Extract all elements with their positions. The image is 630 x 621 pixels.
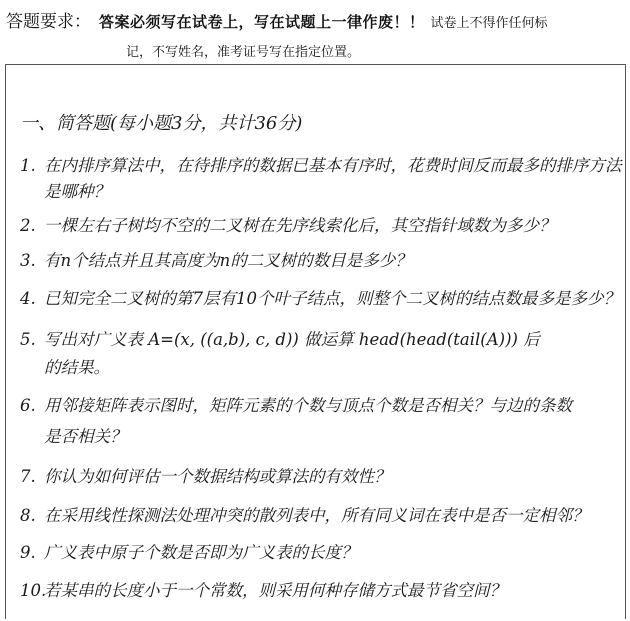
question-item	[20, 580, 506, 602]
question-continuation: 的结果。	[44, 358, 110, 377]
question-number: 3.	[20, 251, 36, 270]
instructions-label: 答题要求：	[6, 12, 91, 32]
question-number: 6.	[20, 396, 36, 415]
question-item	[20, 466, 391, 488]
question-item	[20, 155, 622, 177]
question-text: 若某串的长度小于一个常数，则采用何种存储方式最节省空间？	[44, 581, 506, 600]
question-text: 在采用线性探测法处理冲突的散列表中，所有同义词在表中是否一定相邻？	[44, 506, 589, 525]
question-text: 在内排序算法中，在待排序的数据已基本有序时，花费时间反而最多的排序方法	[44, 156, 622, 175]
question-text: 一棵左右子树均不空的二叉树在先序线索化后，其空指针域数为多少？	[44, 216, 556, 235]
question-text: 写出对广义表 A=(x, ((a,b), c, d)) 做运算 head(head(tail(A))) 后	[44, 330, 540, 349]
question-item	[20, 215, 556, 237]
question-number: 4.	[20, 289, 36, 308]
question-text: 有n个结点并且其高度为n的二叉树的数目是多少？	[44, 251, 412, 270]
question-item	[20, 505, 589, 527]
question-number: 8.	[20, 506, 36, 525]
instructions-line-1	[6, 12, 548, 34]
instructions-tail: 试卷上不得作任何标	[430, 16, 548, 31]
question-number: 10.	[20, 581, 47, 600]
question-text: 广义表中原子个数是否即为广义表的长度？	[44, 543, 358, 562]
question-text: 已知完全二叉树的第7层有10个叶子结点，则整个二叉树的结点数最多是多少？	[44, 289, 620, 308]
instructions-line-2: 记，不写姓名，准考证号写在指定位置。	[126, 45, 361, 60]
question-number: 2.	[20, 216, 36, 235]
question-text: 用邻接矩阵表示图时，矩阵元素的个数与顶点个数是否相关？与边的条数	[44, 396, 572, 415]
question-item	[20, 288, 620, 310]
question-continuation: 是否相关？	[44, 427, 127, 446]
question-item	[20, 250, 412, 272]
exam-instructions	[6, 8, 624, 64]
question-continuation: 是哪种？	[44, 182, 110, 201]
question-number: 7.	[20, 467, 36, 486]
instructions-emphasis: 答案必须写在试卷上，写在试题上一律作废！！	[99, 13, 425, 31]
question-number: 1.	[20, 156, 36, 175]
section-title: 一、简答题(每小题3分，共计36分)	[20, 113, 303, 134]
question-item	[20, 329, 540, 351]
question-number: 5.	[20, 330, 36, 349]
question-item	[20, 542, 358, 564]
question-number: 9.	[20, 543, 36, 562]
question-text: 你认为如何评估一个数据结构或算法的有效性？	[44, 467, 391, 486]
question-item	[20, 395, 572, 417]
